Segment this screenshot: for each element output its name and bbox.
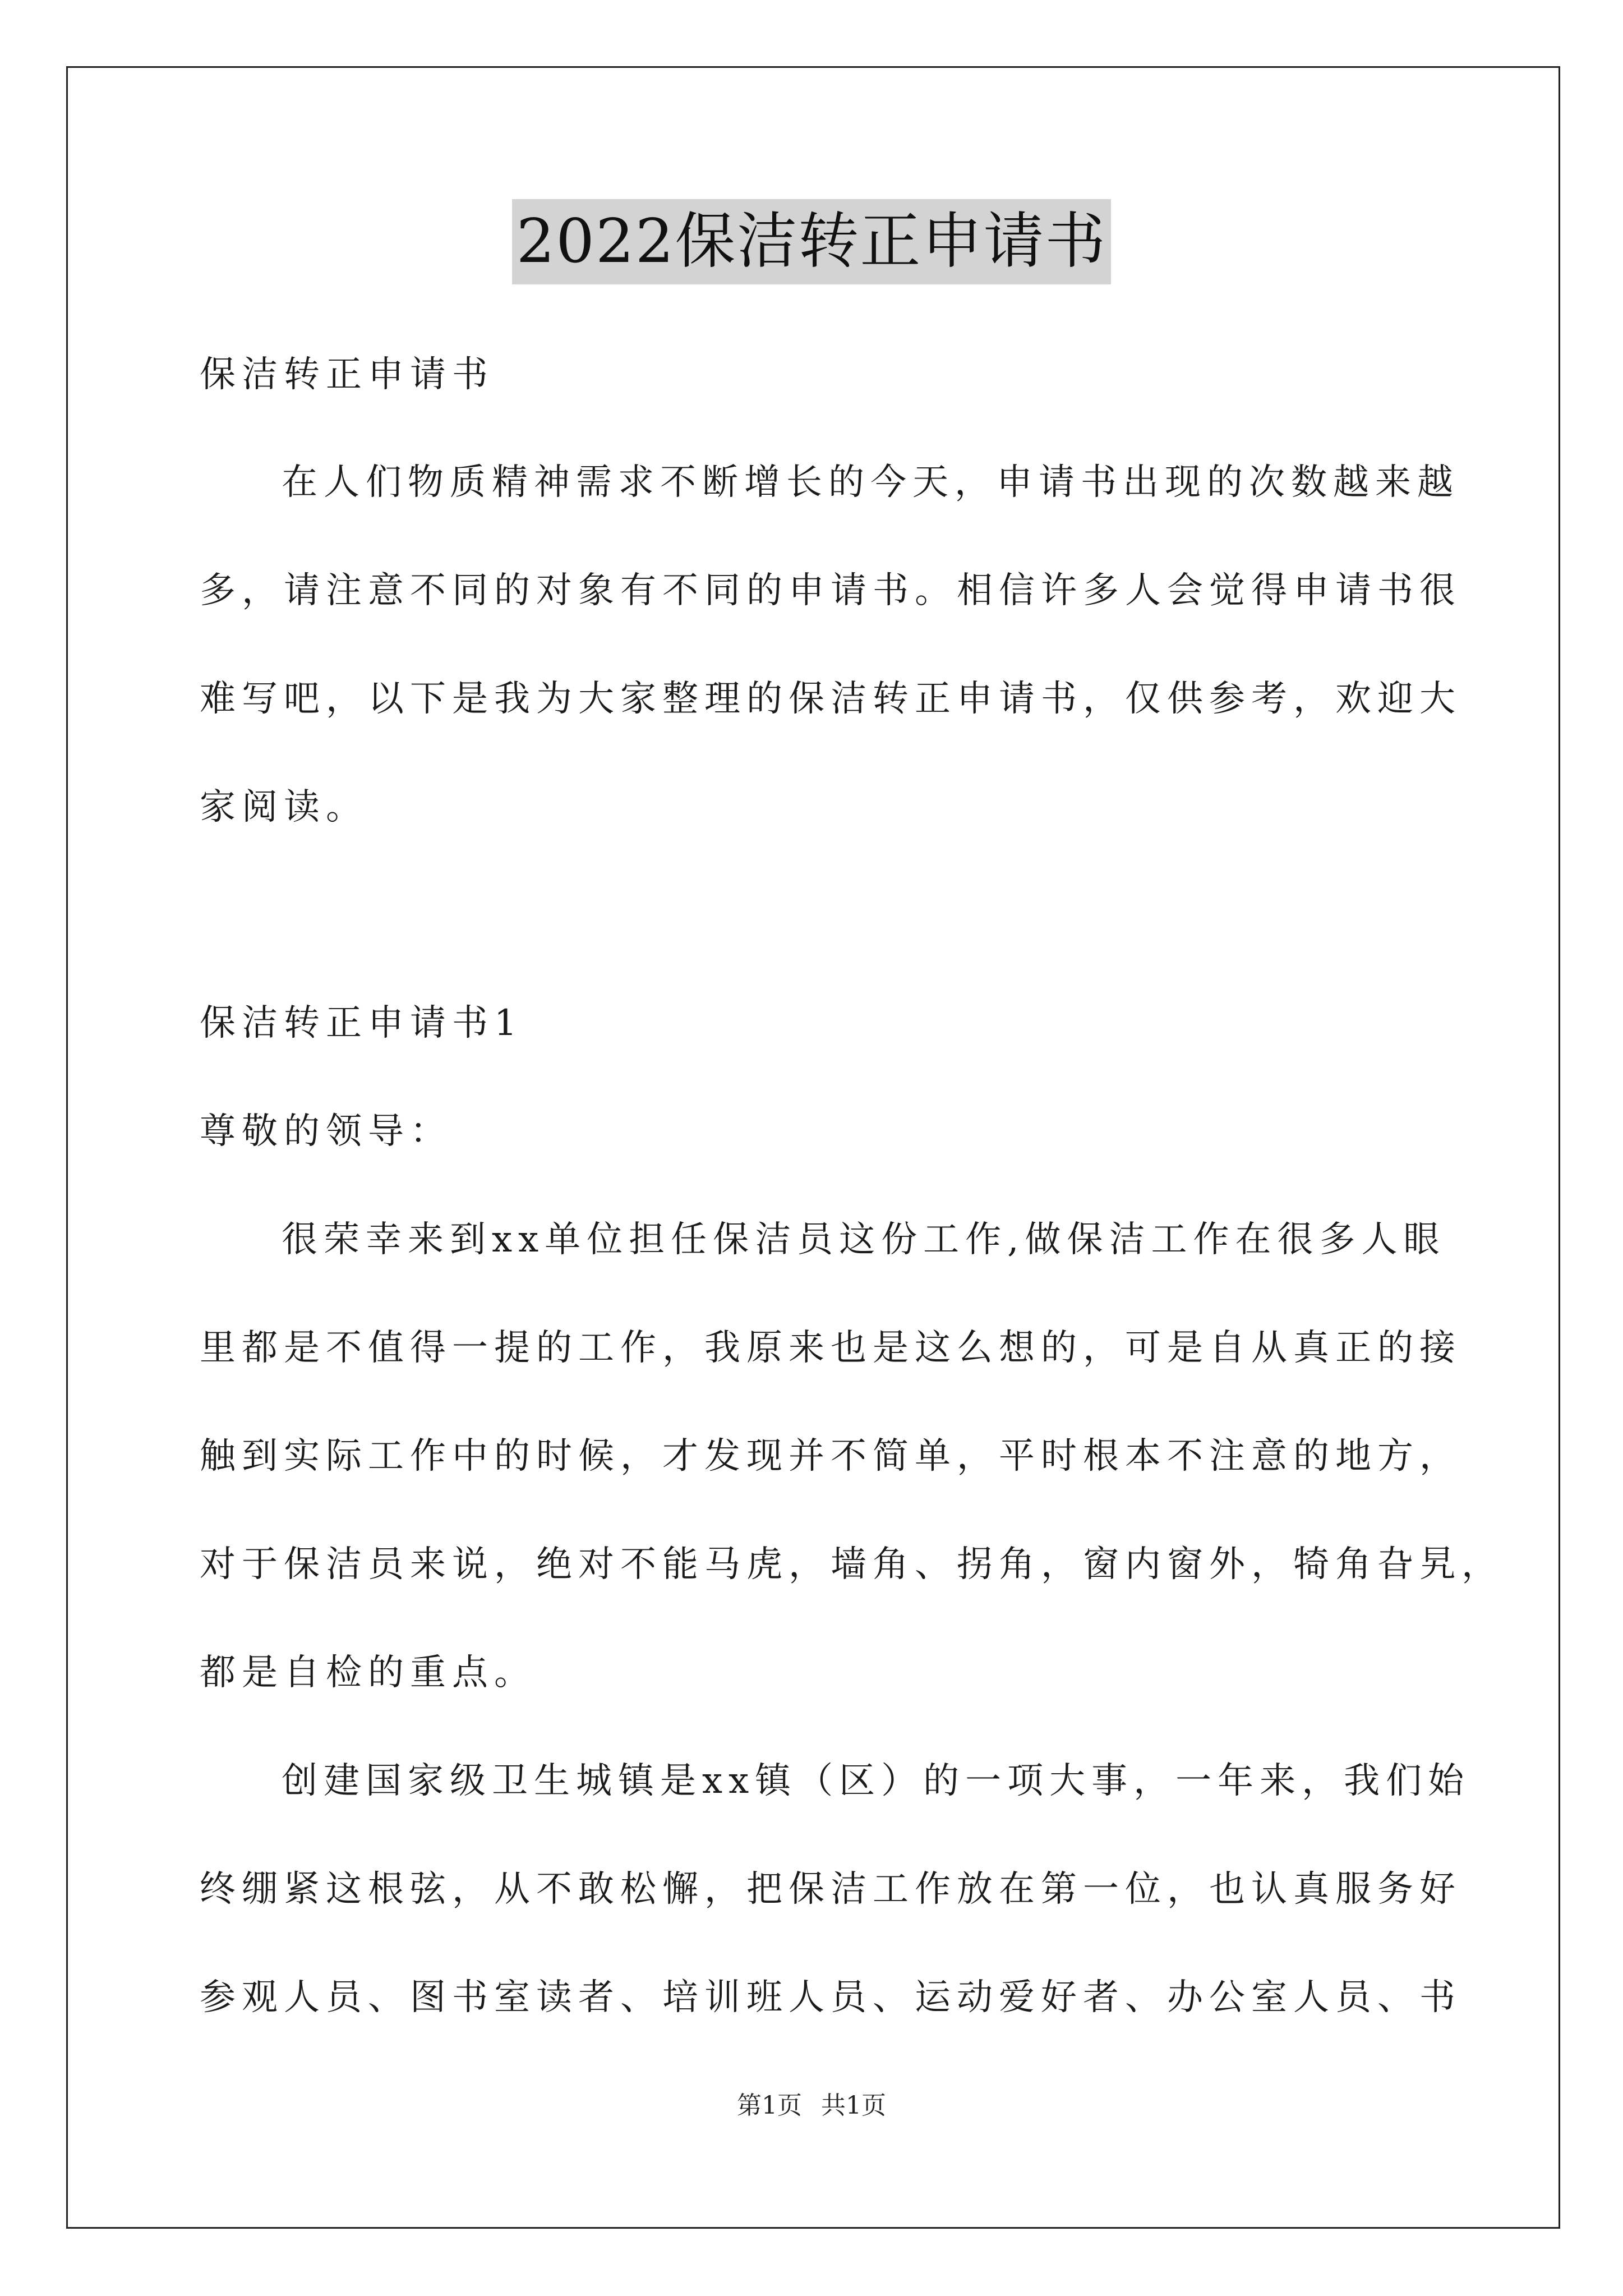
title-container <box>0 199 1623 284</box>
paragraph-line: 终绷紧这根弦，从不敢松懈，把保洁工作放在第一位，也认真服务好 <box>200 1869 1461 1910</box>
paragraph-line: 对于保洁员来说，绝对不能马虎，墙角、拐角，窗内窗外，犄角旮旯， <box>200 1544 1504 1585</box>
paragraph-line: 都是自检的重点。 <box>200 1652 536 1694</box>
salutation: 尊敬的领导： <box>200 1111 452 1152</box>
intro-line: 在人们物质精神需求不断增长的今天，申请书出现的次数越来越 <box>282 462 1459 503</box>
page-number-total: 共1页 <box>821 2091 886 2120</box>
intro-line: 多，请注意不同的对象有不同的申请书。相信许多人会觉得申请书很 <box>200 570 1461 611</box>
page-footer <box>0 2090 1623 2122</box>
section-heading: 保洁转正申请书1 <box>200 1002 523 1044</box>
page-number-current: 第1页 <box>737 2091 802 2120</box>
paragraph-line: 参观人员、图书室读者、培训班人员、运动爱好者、办公室人员、书 <box>200 1977 1461 2018</box>
document-subtitle: 保洁转正申请书 <box>200 354 494 395</box>
document-title: 2022保洁转正申请书 <box>512 199 1112 284</box>
intro-line: 难写吧，以下是我为大家整理的保洁转正申请书，仅供参考，欢迎大 <box>200 678 1461 720</box>
paragraph-line: 触到实际工作中的时候，才发现并不简单，平时根本不注意的地方， <box>200 1435 1461 1477</box>
paragraph-line: 很荣幸来到xx单位担任保洁员这份工作,做保洁工作在很多人眼 <box>282 1219 1446 1260</box>
paragraph-line: 创建国家级卫生城镇是xx镇（区）的一项大事，一年来，我们始 <box>282 1760 1470 1802</box>
intro-line: 家阅读。 <box>200 786 368 828</box>
paragraph-line: 里都是不值得一提的工作，我原来也是这么想的，可是自从真正的接 <box>200 1327 1461 1369</box>
